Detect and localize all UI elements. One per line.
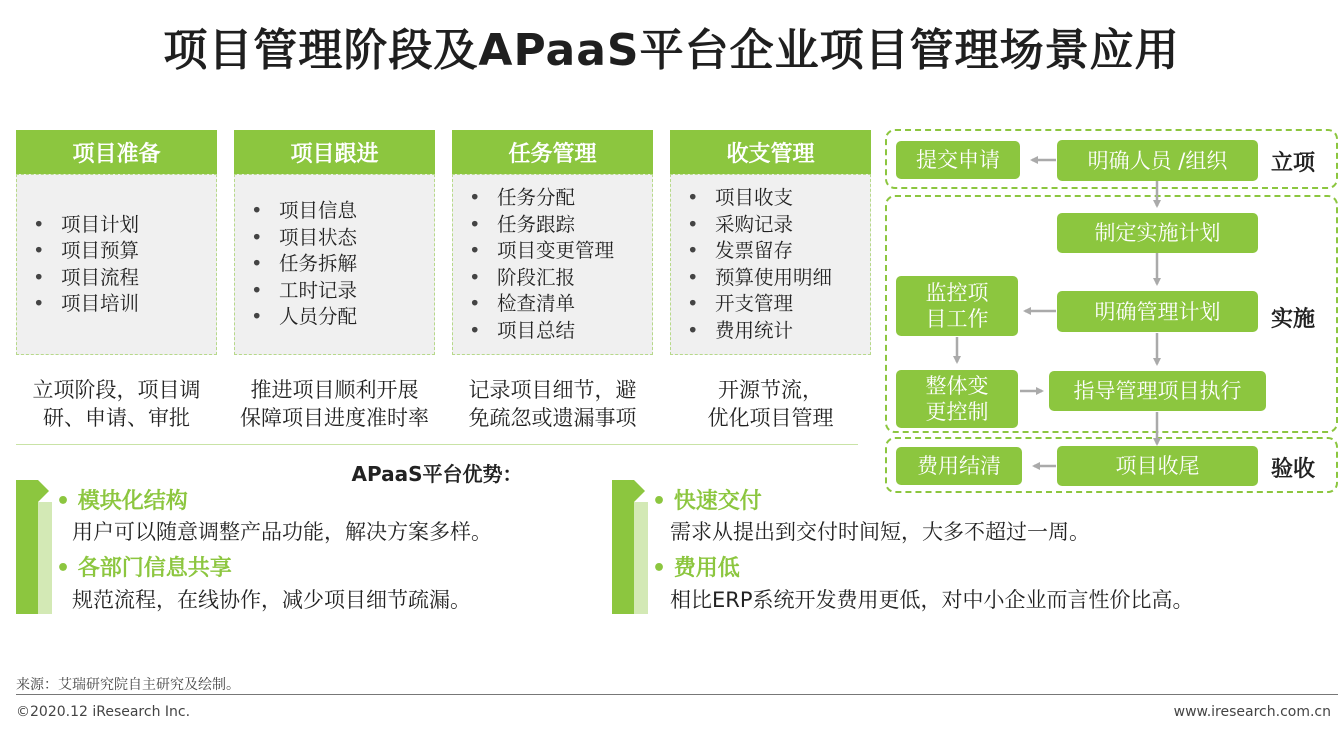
source-note: 来源：艾瑞研究院自主研究及绘制。 [16,677,240,693]
advantage-text: 需求从提出到交付时间短，大多不超过一周。 [670,520,1090,544]
advantage-text: 规范流程，在线协作，减少项目细节疏漏。 [72,588,471,612]
website-url: www.iresearch.com.cn [1173,704,1331,720]
flow-node-plan-impl: 制定实施计划 [1057,213,1258,253]
list-item: • 阶段汇报 [497,265,614,292]
list-item: • 开支管理 [715,291,832,318]
summary-line: 记录项目细节，避 [468,378,637,402]
list-item: • 项目预算 [61,238,139,265]
flow-node-define-people: 明确人员 /组织 [1057,140,1258,181]
list-item: • 任务分配 [497,185,614,212]
card-header-finance-mgmt: 收支管理 [670,130,871,174]
list-item: • 工时记录 [279,278,357,305]
list-item: • 项目收支 [715,185,832,212]
list-item: • 人员分配 [279,304,357,331]
list-item: • 发票留存 [715,238,832,265]
advantage-heading: • 模块化结构 [56,489,188,514]
summary-line: 保障项目进度准时率 [240,406,429,430]
list-item: • 检查清单 [497,291,614,318]
card-header-project-prep: 项目准备 [16,130,217,174]
list-item: • 项目计划 [61,212,139,239]
flow-node-closing: 项目收尾 [1057,446,1258,486]
advantage-heading: • 费用低 [652,556,740,581]
summary-line: 免疏忽或遗漏事项 [468,406,637,430]
stage-label-implement: 实施 [1271,307,1316,332]
summary-line: 推进项目顺利开展 [250,378,419,402]
card-header-project-followup: 项目跟进 [234,130,435,174]
list-item: • 项目信息 [279,198,357,225]
list-item: • 项目流程 [61,265,139,292]
advantage-heading: • 快速交付 [652,489,762,514]
copyright: ©2020.12 iResearch Inc. [16,704,191,720]
footer-divider [16,694,1338,695]
advantage-text: 用户可以随意调整产品功能，解决方案多样。 [72,520,492,544]
node-line: 目工作 [925,307,989,331]
stage-label-accept: 验收 [1271,457,1316,482]
summary-line: 优化项目管理 [707,406,834,430]
flow-node-monitor [896,276,1018,336]
flow-node-change-control [896,370,1018,428]
list-item: • 项目培训 [61,291,139,318]
node-line: 监控项 [925,281,989,305]
list-item: • 预算使用明细 [715,265,832,292]
list-item: • 采购记录 [715,212,832,239]
flow-node-expense: 费用结清 [896,447,1022,485]
flow-node-submit: 提交申请 [896,141,1020,179]
page-title: 项目管理阶段及APaaS平台企业项目管理场景应用 [163,25,1180,76]
card-header-task-mgmt: 任务管理 [452,130,653,174]
advantage-text: 相比ERP系统开发费用更低，对中小企业而言性价比高。 [670,588,1194,612]
node-line: 整体变 [925,374,989,398]
advantage-heading: • 各部门信息共享 [56,556,232,581]
flow-node-guide-exec: 指导管理项目执行 [1049,371,1266,411]
stage-label-setup: 立项 [1271,151,1316,176]
list-item: • 费用统计 [715,318,832,345]
node-line: 更控制 [925,400,989,424]
list-item: • 任务跟踪 [497,212,614,239]
flow-node-define-mgmt: 明确管理计划 [1057,291,1258,332]
summary-line: 研、申请、审批 [43,406,190,430]
list-item: • 项目总结 [497,318,614,345]
advantages-title: APaaS平台优势： [351,462,523,486]
list-item: • 任务拆解 [279,251,357,278]
summary-line: 开源节流， [718,378,823,402]
summary-line: 立项阶段，项目调 [32,378,201,402]
list-item: • 项目变更管理 [497,238,614,265]
list-item: • 项目状态 [279,225,357,252]
